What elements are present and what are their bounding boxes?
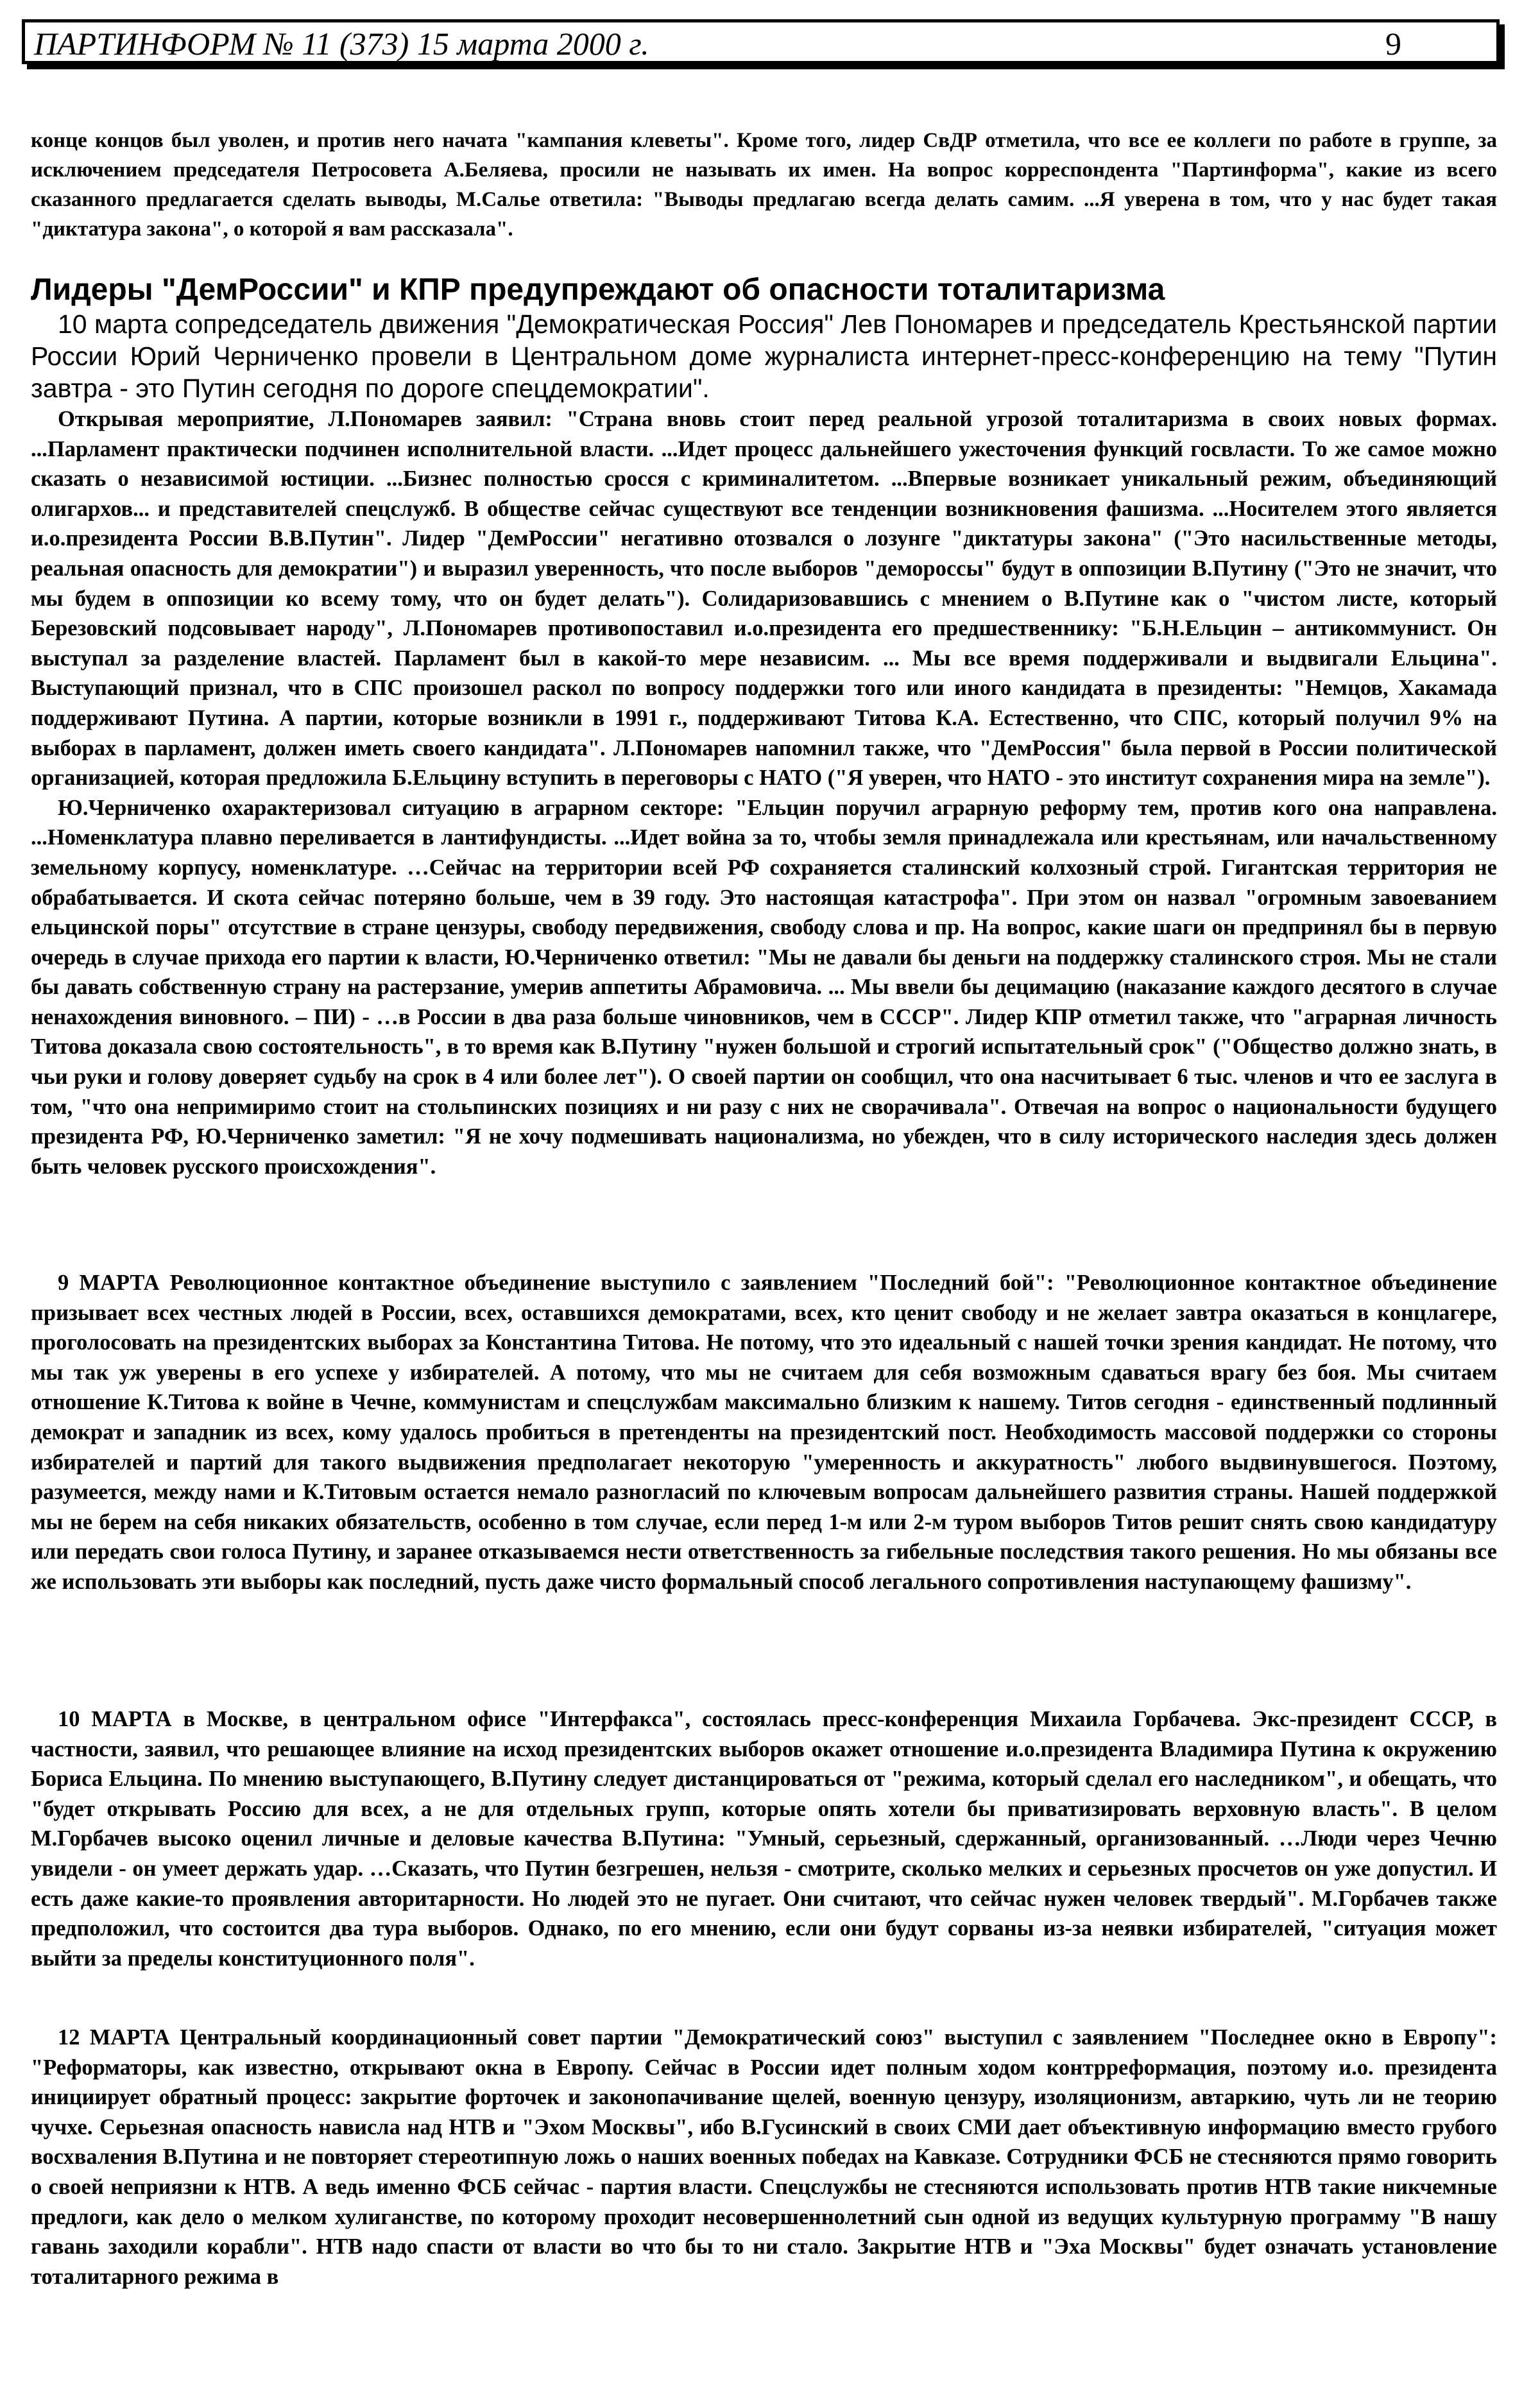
page-header	[22, 19, 1500, 64]
article-headline: Лидеры "ДемРоссии" и КПР предупреждают об опасности тоталитаризма	[31, 273, 1165, 307]
intro-block	[31, 126, 1497, 244]
page-number: 9	[1385, 26, 1401, 62]
article-paragraph-1: Открывая мероприятие, Л.Пономарев заявил: "Страна вновь стоит перед реальной угрозой тоталитаризма в своих новых формах. ...Парламент практически подчинен исполнительной власти. ...Идет процесс дальнейшего ужесточения функций госвласти. То же самое можно сказать о независимой юстиции. ...Бизнес полностью сросся с криминалитетом. ...Впервые возникает уникальный режим, объединяющий олигархов... и представителей спецслужб. В обществе сейчас существуют все тенденции возникновения фашизма. ...Носителем этого является и.о.президента России В.В.Путин". Лидер "ДемРоссии" негативно отозвался о лозунге "диктатуры закона" ("Это насильственные методы, реальная опасность для демократии") и выразил уверенность, что после выборов "демороссы" будут в оппозиции В.Путину ("Это не значит, что мы будем в оппозиции ко всему тому, что он будет делать"). Солидаризовавшись с мнением о В.Путине как о "чистом листе, который Березовский подсовывает народу", Л.Пономарев противопоставил и.о.президента его предшественнику: "Б.Н.Ельцин – антикоммунист. Он выступал за разделение властей. Парламент был в какой-то мере независим. ... Мы все время поддерживали и выдвигали Ельцина". Выступающий признал, что в СПС произошел раскол по вопросу поддержки того или иного кандидата в президенты: "Немцов, Хакамада поддерживают Путина. А партии, которые возникли в 1991 г., поддерживают Титова К.А. Естественно, что СПС, который получил 9% на выборах в парламент, должен иметь своего кандидата". Л.Пономарев напомнил также, что "ДемРоссия" была первой в России политической организацией, которая предложила Б.Ельцину вступить в переговоры с НАТО ("Я уверен, что НАТО - это институт сохранения мира на земле").	[31, 407, 1497, 791]
article-paragraph-2: Ю.Черниченко охарактеризовал ситуацию в аграрном секторе: "Ельцин поручил аграрную реформу тем, против кого она направлена. ...Номенклатура плавно переливается в лантифундисты. ...Идет война за то, чтобы земля принадлежала или крестьянам, или начальственному земельному корпусу, номенклатуре. …Сейчас на территории всей РФ сохраняется сталинский колхозный строй. Гигантская территория не обрабатывается. И скота сейчас потеряно больше, чем в 39 году. Это настоящая катастрофа". При этом он назвал "огромным завоеванием ельцинской поры" отсутствие в стране цензуры, свободу передвижения, свободу слова и пр. На вопрос, какие шаги он предпринял бы в первую очередь в случае прихода его партии к власти, Ю.Черниченко ответил: "Мы не давали бы деньги на поддержку сталинского строя. Мы не стали бы давать собственную страну на растерзание, умерив аппетиты Абрамовича. ... Мы ввели бы децимацию (наказание каждого десятого в случае ненахождения виновного. – ПИ) - …в России в два раза больше чиновников, чем в СССР". Лидер КПР отметил также, что "аграрная личность Титова доказала свою состоятельность", в то время как В.Путину "нужен большой и строгий испытательный срок" ("Общество должно знать, в чьи руки и голову доверяет судьбу на срок в 4 или более лет"). О своей партии он сообщил, что она насчитывает 6 тыс. членов и что ее заслуга в том, "что она непримиримо стоит на стольпинских позициях и ни разу с них не сворачивала". Отвечая на вопрос о национальности будущего президента РФ, Ю.Черниченко заметил: "Я не хочу подмешивать национализма, но убежден, что в силу исторического наследия здесь должен быть человек русского происхождения".	[31, 795, 1497, 1179]
intro-paragraph: конце концов был уволен, и против него начата "кампания клеветы". Кроме того, лидер СвДР отметила, что все ее коллеги по работе в группе, за исключением председателя Петросовета А.Беляева, просили не называть их имен. На вопрос корреспондента "Партинформа", какие из всего сказанного предлагается сделать выводы, М.Салье ответила: "Выводы предлагаю всегда делать самим. ...Я уверена в том, что у нас будет такая "диктатура закона", о которой я вам рассказала".	[31, 129, 1497, 241]
news-item-text: 10 МАРТА в Москве, в центральном офисе "Интерфакса", состоялась пресс-конференция Михаила Горбачева. Экс-президент СССР, в частности, заявил, что решающее влияние на исход президентских выборов окажет отношение и.о.президента Владимира Путина к окружению Бориса Ельцина. По мнению выступающего, В.Путину следует дистанцироваться от "режима, который сделал его наследником", и обещать, что "будет открывать Россию для всех, а не для отдельных групп, которые опять хотели бы приватизировать верховную власть". В целом М.Горбачев высоко оценил личные и деловые качества В.Путина: "Умный, серьезный, сдержанный, организованный. …Люди через Чечню увидели - он умеет держать удар. …Сказать, что Путин безгрешен, нельзя - смотрите, сколько мелких и серьезных просчетов он уже допустил. И есть даже какие-то проявления авторитарности. Но людей это не пугает. Они считают, что сейчас нужен человек твердый". М.Горбачев также предположил, что состоится два тура выборов. Однако, по его мнению, если они будут сорваны из-за неявки избирателей, "ситуация может выйти за пределы конституционного поля".	[31, 1707, 1497, 1971]
news-item-text: 12 МАРТА Центральный координационный совет партии "Демократический союз" выступил с заявлением "Последнее окно в Европу": "Реформаторы, как известно, открывают окна в Европу. Сейчас в России идет полным ходом контрреформация, поэтому и.о. президента инициирует обратный процесс: закрытие форточек и законопачивание щелей, военную цензуру, изоляционизм, автаркию, чуть ли не теорию чучхе. Серьезная опасность нависла над НТВ и "Эхом Москвы", ибо В.Гусинский в своих СМИ дает объективную информацию вместо грубого восхваления В.Путина и не повторяет стереотипную ложь о наших военных победах на Кавказе. Сотрудники ФСБ не стесняются прямо говорить о своей неприязни к НТВ. А ведь именно ФСБ сейчас - партия власти. Спецслужбы не стесняются использовать против НТВ такие никчемные предлоги, как дело о мелком хулиганстве, по которому проходит несовершеннолетний сын одной из ведущих культурную программу "В нашу гавань заходили корабли". НТВ надо спасти от власти во что бы то ни стало. Закрытие НТВ и "Эха Москвы" будет означать установление тоталитарного режима в	[31, 2025, 1497, 2289]
article	[31, 272, 1497, 1181]
news-item-text: 9 МАРТА Революционное контактное объединение выступило с заявлением "Последний бой": "Революционное контактное объединение призывает всех честных людей в России, всех, оставшихся демократами, всех, кто ценит свободу и не желает завтра оказаться в концлагере, проголосовать на президентских выборах за Константина Титова. Не потому, что это идеальный с нашей точки зрения кандидат. Не потому, что мы так уж уверены в его успехе у избирателей. А потому, что мы не считаем для себя возможным сдаваться врагу без боя. Мы считаем отношение К.Титова к войне в Чечне, коммунистам и спецслужбам максимально близким к нашему. Титов сегодня - единственный подлинный демократ и западник из всех, кому удалось пробиться в претенденты на президентский пост. Необходимость массовой поддержки со стороны избирателей и партий для такого выдвижения предполагает некоторую "умеренность и аккуратность" любого выдвинувшегося. Поэтому, разумеется, между нами и К.Титовым остается немало разногласий по ключевым вопросам дальнейшего развития страны. Нашей поддержкой мы не берем на себя никаких обязательств, особенно в том случае, если перед 1-м или 2-м туром выборов Титов решит снять свою кандидатуру или передать свои голоса Путину, и заранее отказываемся нести ответственность за гибельные последствия такого решения. Но мы обязаны все же использовать эти выборы как последний, пусть даже чисто формальный способ легального сопротивления наступающему фашизму".	[31, 1271, 1497, 1594]
news-item-mar10	[31, 1704, 1497, 1973]
header-title: ПАРТИНФОРМ № 11 (373) 15 марта 2000 г.	[34, 26, 649, 62]
news-item-mar9	[31, 1268, 1497, 1597]
article-lead: 10 марта сопредседатель движения "Демократическая Россия" Лев Пономарев и председатель Крестьянской партии России Юрий Черниченко провели в Центральном доме журналиста интернет-пресс-конференцию на тему "Путин завтра - это Путин сегодня по дороге спецдемократии".	[31, 309, 1497, 403]
news-item-mar12	[31, 2023, 1497, 2292]
